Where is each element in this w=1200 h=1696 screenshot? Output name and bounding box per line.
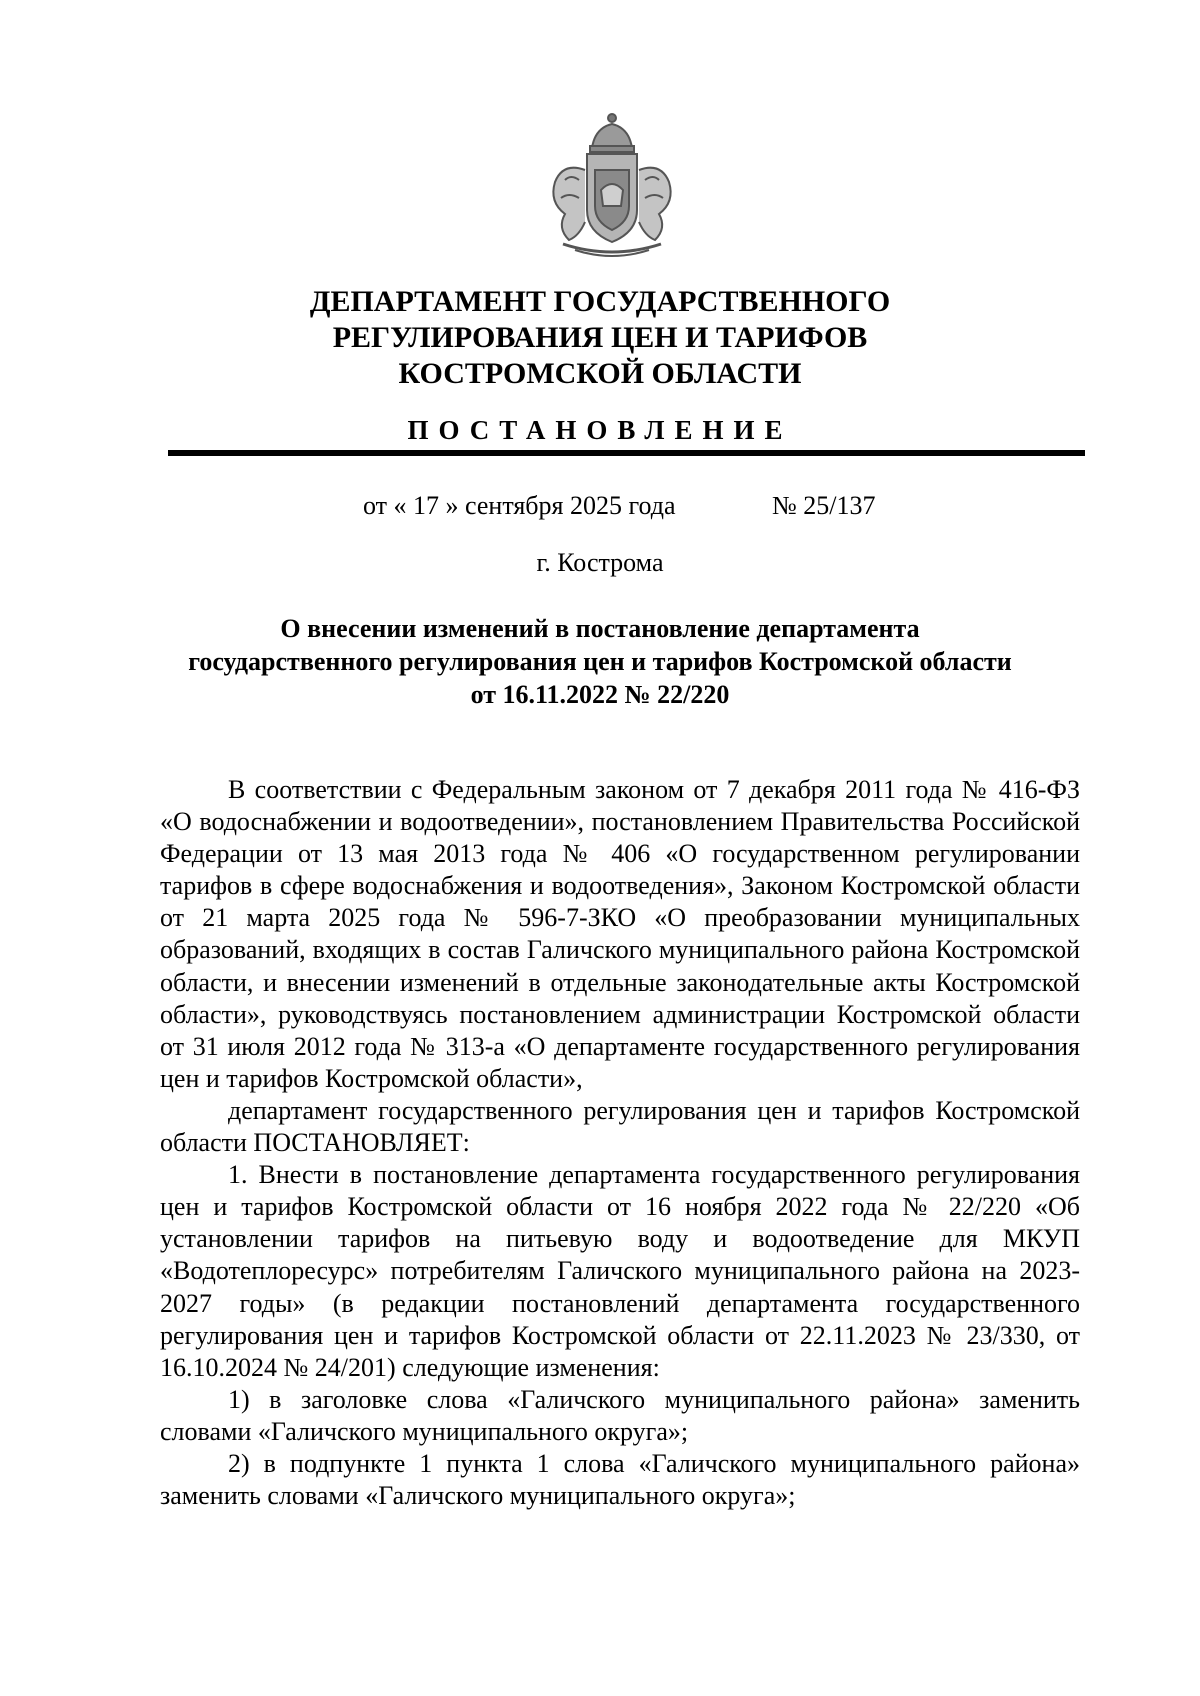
subject-line-3: от 16.11.2022 № 22/220 <box>470 680 730 709</box>
org-name-line-3: КОСТРОМСКОЙ ОБЛАСТИ <box>398 357 802 390</box>
org-name-line-1: ДЕПАРТАМЕНТ ГОСУДАРСТВЕННОГО <box>309 285 891 318</box>
body-paragraph-subitem-1: 1) в заголовке слова «Галичского муниципального района» заменить словами «Галичского муниципального округа»; <box>160 1384 1080 1446</box>
subject-line-2: государственного регулирования цен и тарифов Костромской области <box>188 647 1012 676</box>
document-body <box>160 774 1080 1512</box>
document-subject <box>0 612 1200 711</box>
body-paragraph-subitem-2: 2) в подпункте 1 пункта 1 слова «Галичского муниципального района» заменить словами «Галичского муниципального округа»; <box>160 1448 1080 1511</box>
body-paragraph-preamble: В соответствии с Федеральным законом от 7 декабря 2011 года № 416-ФЗ «О водоснабжении и водоотведении», постановлением Правительства Российской Федерации от 13 мая 2013 года № 406 «О государственном регулировании тарифов в сфере водоснабжения и водоотведения», Законом Костромской области от 21 марта 2025 года № 596-7-ЗКО «О преобразовании муниципальных образований, входящих в состав Галичского муниципального района Костромской области, и внесении изменений в отдельные законодательные акты Костромской области», руководствуясь постановлением администрации Костромской области от 31 июля 2012 года № 313-а «О департаменте государственного регулирования цен и тарифов Костромской области», <box>160 775 1080 1093</box>
coat-of-arms-emblem <box>535 110 690 260</box>
document-type-title: ПОСТАНОВЛЕНИЕ <box>407 415 793 445</box>
subject-line-1: О внесении изменений в постановление департамента <box>280 614 920 643</box>
document-number: № 25/137 <box>772 491 876 520</box>
header-divider <box>168 450 1085 456</box>
body-paragraph-item-1: 1. Внести в постановление департамента государственного регулирования цен и тарифов Костромской области от 16 ноября 2022 года № 22/220 «Об установлении тарифов на питьевую воду и водоотведение для МКУП «Водотеплоресурс» потребителям Галичского муниципального района на 2023-2027 годы» (в редакции постановлений департамента государственного регулирования цен и тарифов Костромской области от 22.11.2023 № 23/330, от 16.10.2024 № 24/201) следующие изменения: <box>160 1160 1080 1382</box>
document-date: от « 17 » сентября 2025 года <box>363 491 676 520</box>
org-name-line-2: РЕГУЛИРОВАНИЯ ЦЕН И ТАРИФОВ <box>332 321 868 354</box>
body-paragraph-resolves: департамент государственного регулирования цен и тарифов Костромской области ПОСТАНОВЛЯЕТ: <box>160 1095 1080 1158</box>
document-city: г. Кострома <box>536 548 664 577</box>
organization-name <box>0 284 1200 392</box>
